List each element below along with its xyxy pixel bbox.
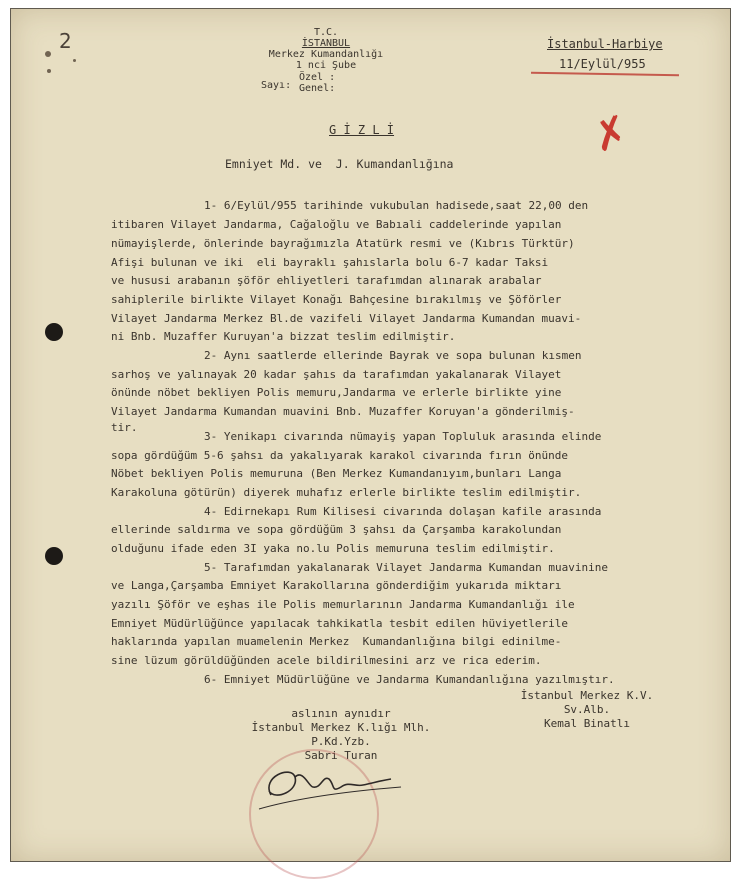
copy-line: P.Kd.Yzb. <box>311 735 371 748</box>
body-line: ve Langa,Çarşamba Emniyet Karakollarına gönderdiğim yukarıda miktarı <box>111 579 562 592</box>
red-cross-mark: ✗ <box>586 104 635 163</box>
date-label: 11/Eylül/955 <box>559 57 646 71</box>
body-line: Nöbet bekliyen Polis memuruna (Ben Merkez Kumandanıyım,bunları Langa <box>111 467 562 480</box>
body-line: haklarında yapılan muamelenin Merkez Kumandanlığına bilgi edinilme- <box>111 635 562 648</box>
body-line: 2- Aynı saatlerde ellerinde Bayrak ve sopa bulunan kısmen <box>204 349 582 362</box>
body-line: 3- Yenikapı civarında nümayiş yapan Topluluk arasında elinde <box>204 430 602 443</box>
body-line: Vilayet Jandarma Kumandan muavini Bnb. Muzaffer Koruyan'a gönderilmiş- <box>111 405 575 418</box>
page-corner-number: 2 <box>59 29 72 53</box>
body-line: 6- Emniyet Müdürlüğüne ve Jandarma Kumandanlığına yazılmıştır. <box>204 673 615 686</box>
branch-label: 1 nci Şube <box>295 60 357 71</box>
signer-line: Sv.Alb. <box>563 703 611 716</box>
ink-smudge <box>73 59 76 62</box>
body-line: sarhoş ve yalınayak 20 kadar şahıs da tarafımdan yakalanarak Vilayet <box>111 368 562 381</box>
city-label: İSTANBUL <box>301 38 351 49</box>
body-line: sahiplerile birlikte Vilayet Konağı Bahçesine bırakılmış ve Şöförler <box>111 293 562 306</box>
signer-line: Kemal Binatlı <box>543 717 631 730</box>
ink-smudge <box>45 51 51 57</box>
body-line: Vilayet Jandarma Merkez Bl.de vazifeli Vilayet Jandarma Kumandan muavi- <box>111 312 582 325</box>
body-line: Emniyet Müdürlüğünce yapılacak tahkikatla tesbit edilen hüviyetlerile <box>111 617 568 630</box>
body-line: Karakoluna götürün) diyerek muhafız erlerle birlikte teslim edilmiştir. <box>111 486 582 499</box>
body-line: tir. <box>111 421 138 434</box>
punch-hole-bottom <box>45 547 63 565</box>
letterhead <box>231 27 421 71</box>
body-line: itibaren Vilayet Jandarma, Cağaloğlu ve Babıali caddelerinde yapılan <box>111 218 562 231</box>
body-line: ni Bnb. Muzaffer Kuruyan'a bizzat teslim edilmiştir. <box>111 330 456 343</box>
body-line: 1- 6/Eylül/955 tarihinde vukubulan hadisede,saat 22,00 den <box>204 199 589 212</box>
body-line: 4- Edirnekapı Rum Kilisesi civarında dolaşan kafile arasında <box>204 505 602 518</box>
copy-line: Sabri Turan <box>304 749 378 762</box>
ozel-label: Özel : <box>299 72 336 83</box>
sayi-label: Sayı: <box>261 80 292 91</box>
punch-hole-top <box>45 323 63 341</box>
ink-smudge <box>47 69 51 73</box>
handwritten-signature <box>251 757 411 817</box>
classification: G İ Z L İ <box>329 123 395 137</box>
body-line: sine lüzum görüldüğünden acele bildirilmesini arz ve rica ederim. <box>111 654 542 667</box>
copy-line: İstanbul Merkez K.lığı Mlh. <box>251 721 431 734</box>
body-line: sopa gördüğüm 5-6 şahsı da yakalıyarak karakol civarında fırın önünde <box>111 449 568 462</box>
body-line: 5- Tarafımdan yakalanarak Vilayet Jandarma Kumandan muavinine <box>204 561 608 574</box>
body-line: yazılı Şöför ve eşhas ile Polis memurlarının Jandarma Kumandanlığı ile <box>111 598 575 611</box>
body-line: olduğunu ifade eden 3I yaka no.lu Polis memuruna teslim edilmiştir. <box>111 542 555 555</box>
document-page <box>10 8 731 862</box>
body-line: önünde nöbet bekliyen Polis memuru,Jandarma ve erlerle birlikte yine <box>111 386 562 399</box>
body-line: ve hususi arabanın şöför ehliyetleri tarafımdan alınarak arabalar <box>111 274 542 287</box>
recipient: Emniyet Md. ve J. Kumandanlığına <box>225 157 454 171</box>
signer-block <box>497 689 677 731</box>
body-line: ellerinde saldırma ve sopa gördüğüm 3 şahsı da Çarşamba karakolundan <box>111 523 562 536</box>
genel-label: Genel: <box>299 83 336 94</box>
signer-line: İstanbul Merkez K.V. <box>520 689 654 702</box>
copy-line: aslının aynıdır <box>291 707 391 720</box>
tc-label: T.C. <box>313 27 339 38</box>
body-line: Afişi bulunan ve iki eli bayraklı şahıslarla bolu 6-7 kadar Taksi <box>111 256 549 269</box>
red-pencil-line <box>531 72 679 77</box>
place-label: İstanbul-Harbiye <box>547 37 663 51</box>
body-line: nümayişlerde, önlerinde bayrağımızla Atatürk resmi ve (Kıbrıs Türktür) <box>111 237 575 250</box>
unit-label: Merkez Kumandanlığı <box>268 49 384 60</box>
